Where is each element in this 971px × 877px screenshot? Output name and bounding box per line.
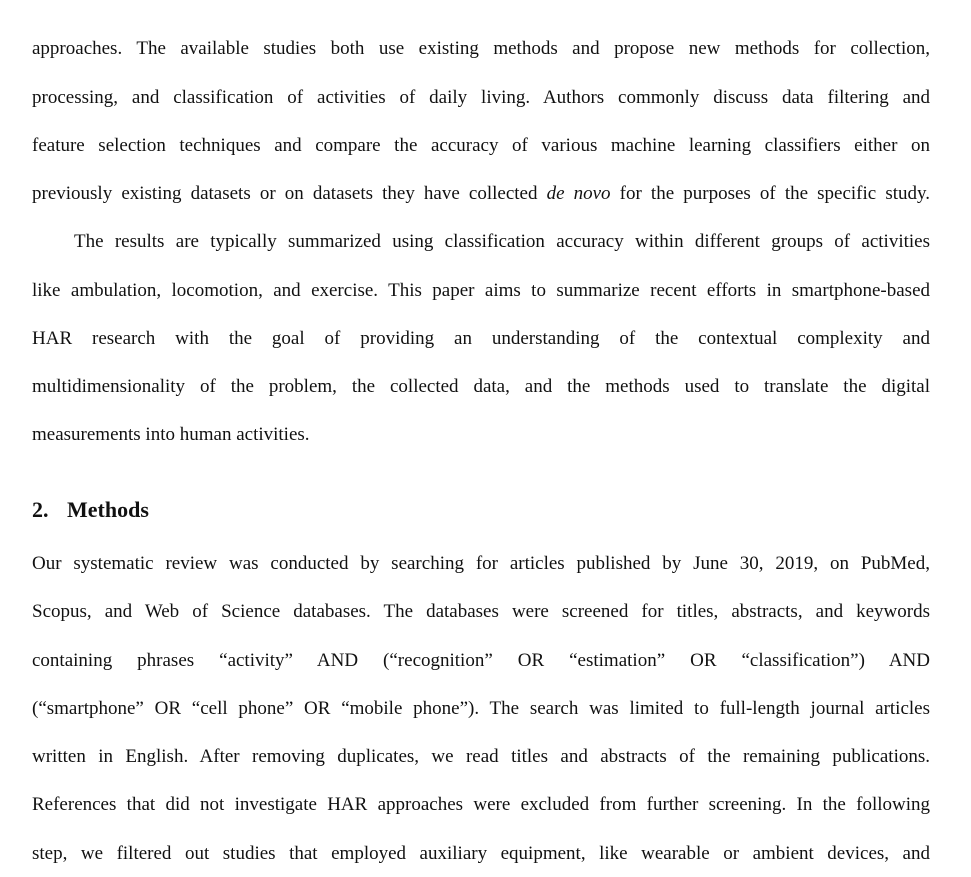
section-heading [32,496,149,524]
methods-line-7: step, we filtered out studies that employed auxiliary equipment, like wearable or ambient devices, and [32,843,930,864]
results-line-3: HAR research with the goal of providing an understanding of the contextual complexity and [32,328,930,349]
intro-line-4 [32,182,930,206]
methods-line-2: Scopus, and Web of Science databases. The databases were screened for titles, abstracts, and keywords [32,601,930,622]
intro-line-4-start: previously existing datasets or on datasets they have collected [32,183,547,204]
results-line-1: The results are typically summarized using classification accuracy within different groups of activities [74,231,930,252]
methods-line-3: containing phrases “activity” AND (“recognition” OR “estimation” OR “classification”) AND [32,650,930,671]
results-line-2: like ambulation, locomotion, and exercise. This paper aims to summarize recent efforts in smartphone-based [32,280,930,301]
results-line-4: multidimensionality of the problem, the collected data, and the methods used to translate the digital [32,376,930,397]
methods-line-4: (“smartphone” OR “cell phone” OR “mobile phone”). The search was limited to full-length journal articles [32,698,930,719]
section-title: Methods [67,497,149,522]
section-number: 2. [32,497,49,522]
methods-line-5: written in English. After removing duplicates, we read titles and abstracts of the remaining publications. [32,746,930,767]
intro-line-2: processing, and classification of activities of daily living. Authors commonly discuss data filtering and [32,87,930,108]
intro-line-4-end: for the purposes of the specific study. [610,183,931,204]
intro-italic-term: de novo [546,183,611,204]
intro-line-1: approaches. The available studies both use existing methods and propose new methods for collection, [32,38,930,59]
intro-line-3: feature selection techniques and compare the accuracy of various machine learning classifiers either on [32,135,930,156]
methods-line-6: References that did not investigate HAR approaches were excluded from further screening. In the following [32,794,930,815]
methods-line-1: Our systematic review was conducted by searching for articles published by June 30, 2019, on PubMed, [32,553,930,574]
results-line-5: measurements into human activities. [32,424,310,445]
